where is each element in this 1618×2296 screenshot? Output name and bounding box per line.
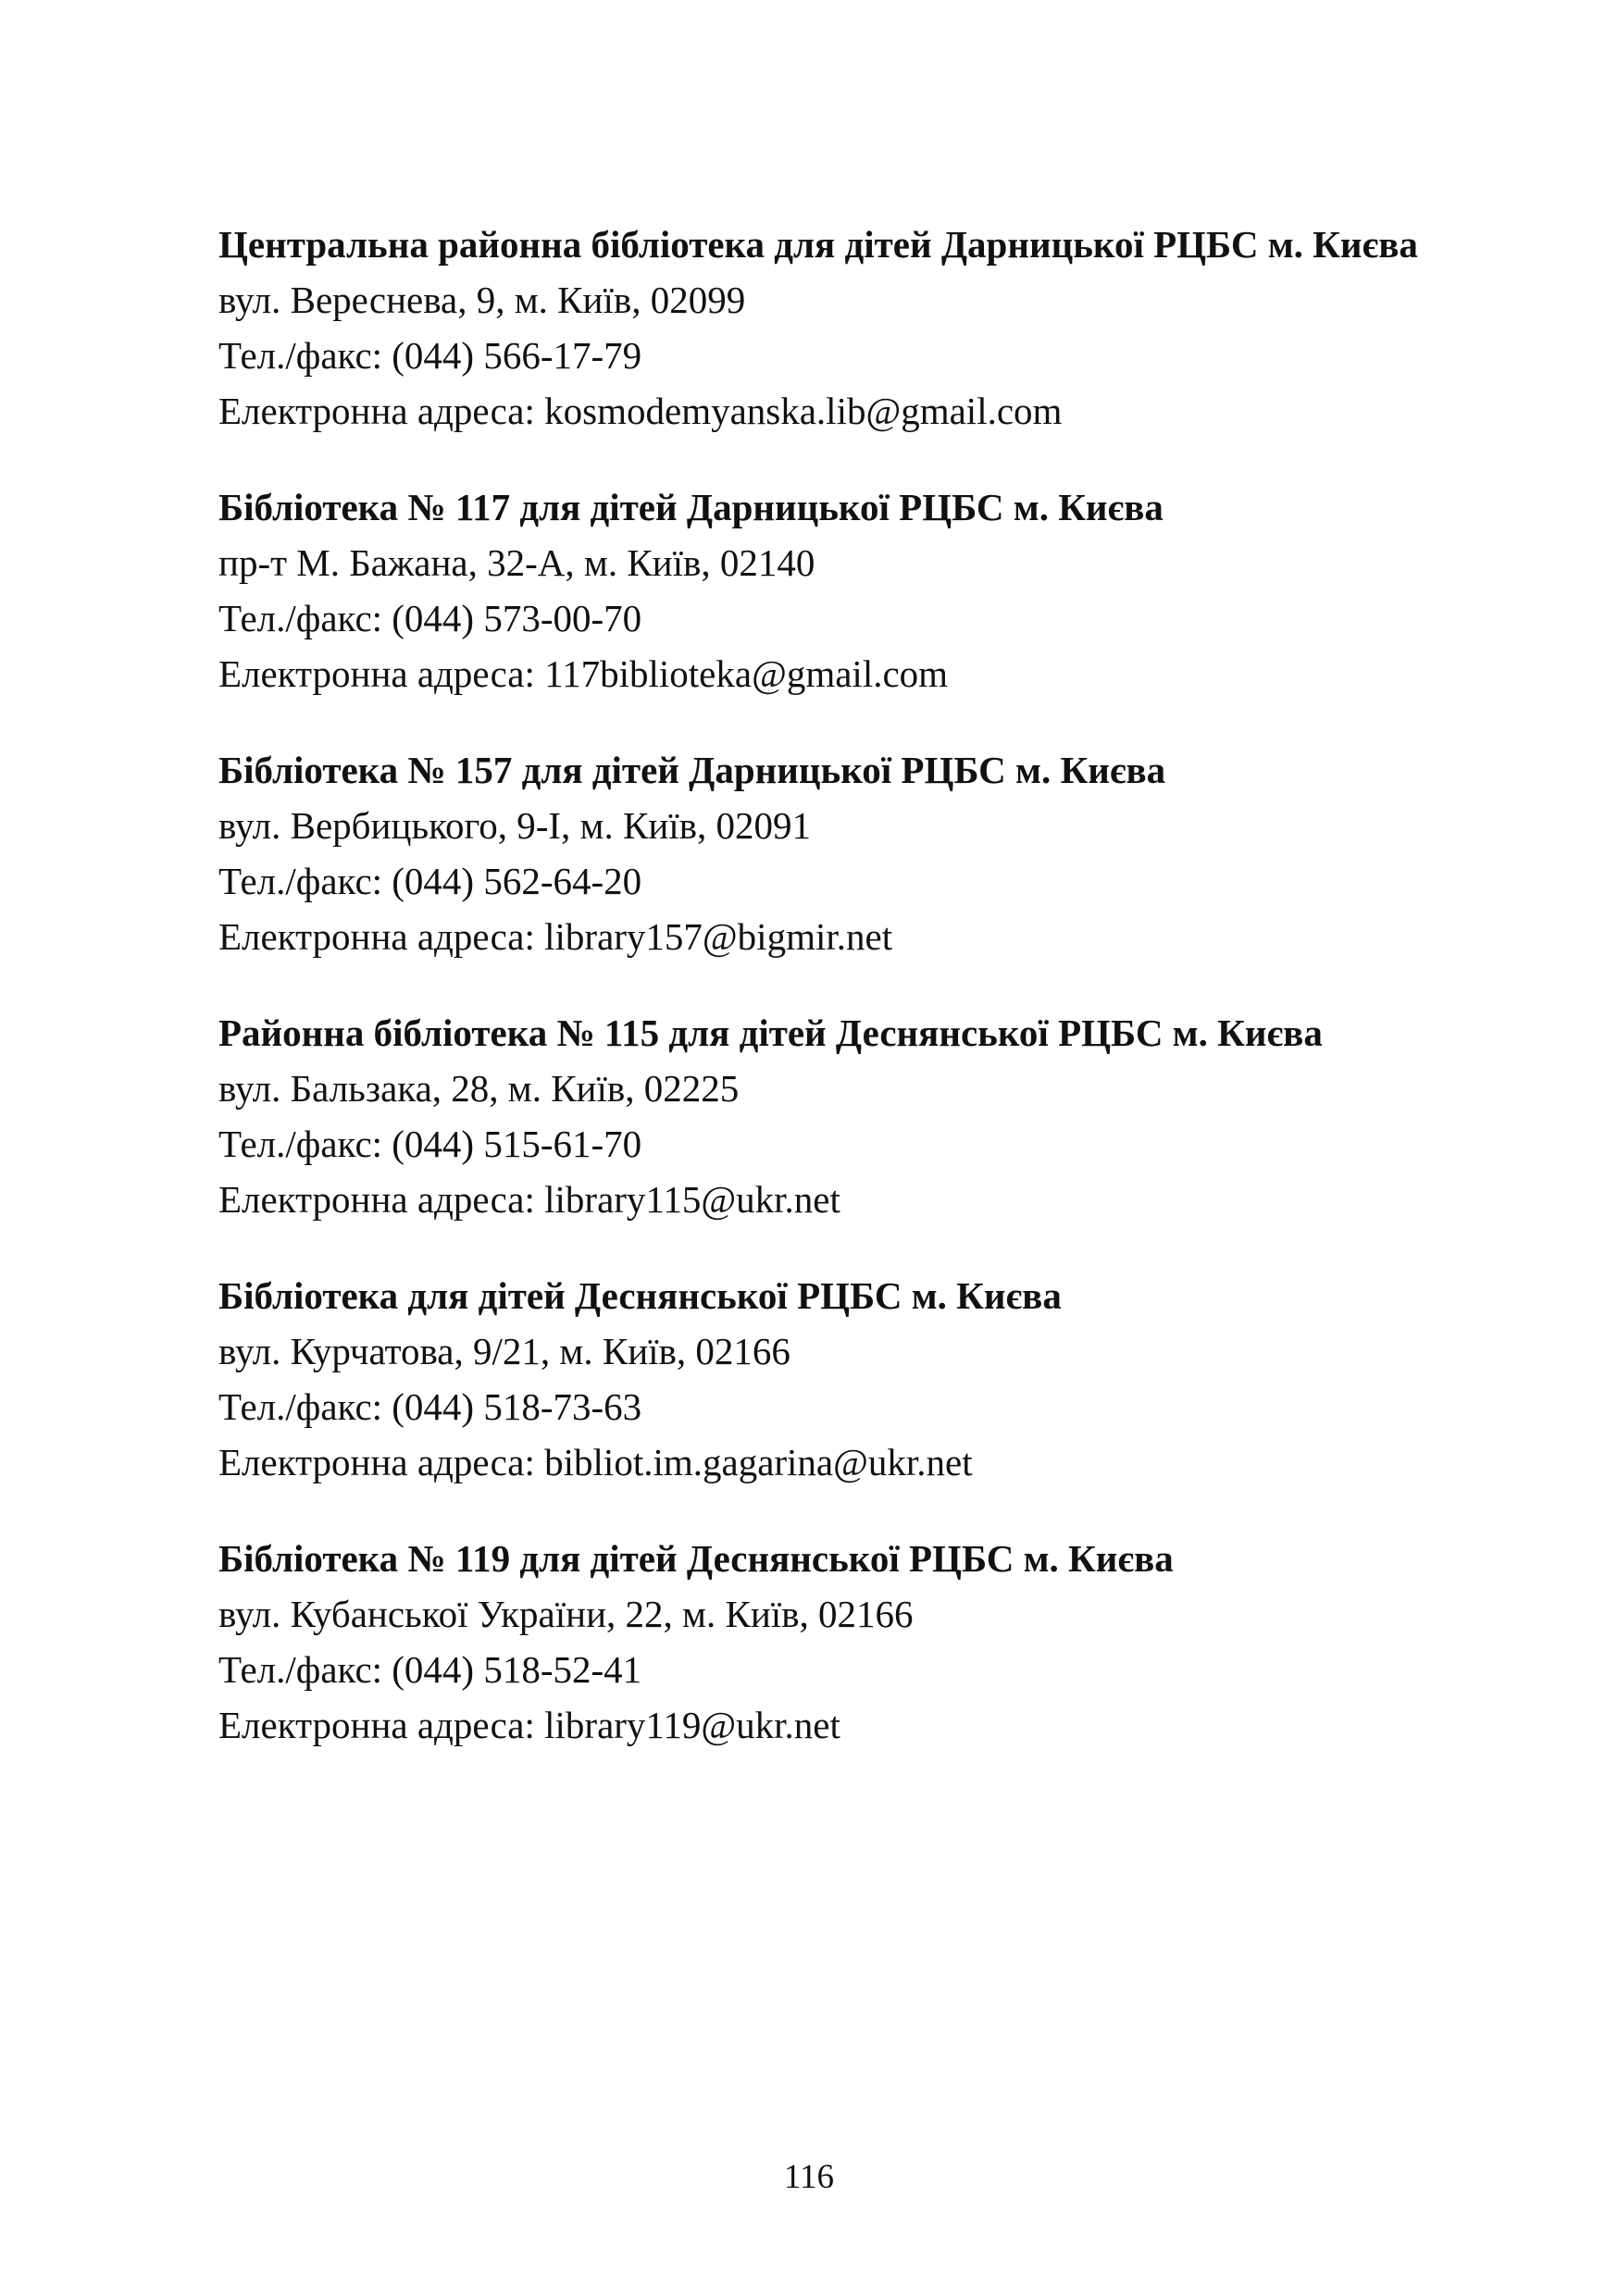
library-entry	[218, 1005, 1453, 1227]
library-title: Бібліотека № 117 для дітей Дарницької РЦБС м. Києва	[218, 486, 1164, 528]
library-email: Електронна адреса: library115@ukr.net	[218, 1178, 840, 1221]
library-address: вул. Бальзака, 28, м. Київ, 02225	[218, 1067, 740, 1110]
library-entry	[218, 1531, 1453, 1753]
library-title: Бібліотека № 119 для дітей Деснянської РЦБС м. Києва	[218, 1537, 1174, 1580]
library-list	[218, 217, 1453, 1793]
page-number: 116	[783, 2158, 835, 2196]
library-title: Бібліотека № 157 для дітей Дарницької РЦБС м. Києва	[218, 749, 1166, 791]
library-email: Електронна адреса: bibliot.im.gagarina@ukr.net	[218, 1441, 973, 1483]
library-entry	[218, 217, 1453, 439]
library-entry	[218, 742, 1453, 964]
library-phone: Тел./факс: (044) 566-17-79	[218, 334, 642, 377]
library-phone: Тел./факс: (044) 515-61-70	[218, 1123, 642, 1165]
library-address: вул. Вереснева, 9, м. Київ, 02099	[218, 279, 746, 321]
library-entry	[218, 479, 1453, 701]
library-phone: Тел./факс: (044) 573-00-70	[218, 597, 642, 639]
library-email: Електронна адреса: kosmodemyanska.lib@gmail.com	[218, 390, 1063, 432]
library-address: вул. Курчатова, 9/21, м. Київ, 02166	[218, 1330, 790, 1372]
library-email: Електронна адреса: library119@ukr.net	[218, 1704, 840, 1746]
library-address: вул. Кубанської України, 22, м. Київ, 02166	[218, 1593, 914, 1635]
library-phone: Тел./факс: (044) 518-73-63	[218, 1385, 642, 1428]
library-address: пр-т М. Бажана, 32-А, м. Київ, 02140	[218, 541, 815, 584]
library-email: Електронна адреса: 117biblioteka@gmail.com	[218, 652, 949, 695]
library-title: Бібліотека для дітей Деснянської РЦБС м. Києва	[218, 1274, 1062, 1317]
library-address: вул. Вербицького, 9-І, м. Київ, 02091	[218, 804, 812, 847]
library-title: Центральна районна бібліотека для дітей Дарницької РЦБС м. Києва	[218, 223, 1418, 266]
library-phone: Тел./факс: (044) 518-52-41	[218, 1648, 642, 1691]
library-entry	[218, 1268, 1453, 1490]
library-email: Електронна адреса: library157@bigmir.net	[218, 915, 893, 958]
library-phone: Тел./факс: (044) 562-64-20	[218, 860, 642, 902]
library-title: Районна бібліотека № 115 для дітей Деснянської РЦБС м. Києва	[218, 1011, 1323, 1054]
